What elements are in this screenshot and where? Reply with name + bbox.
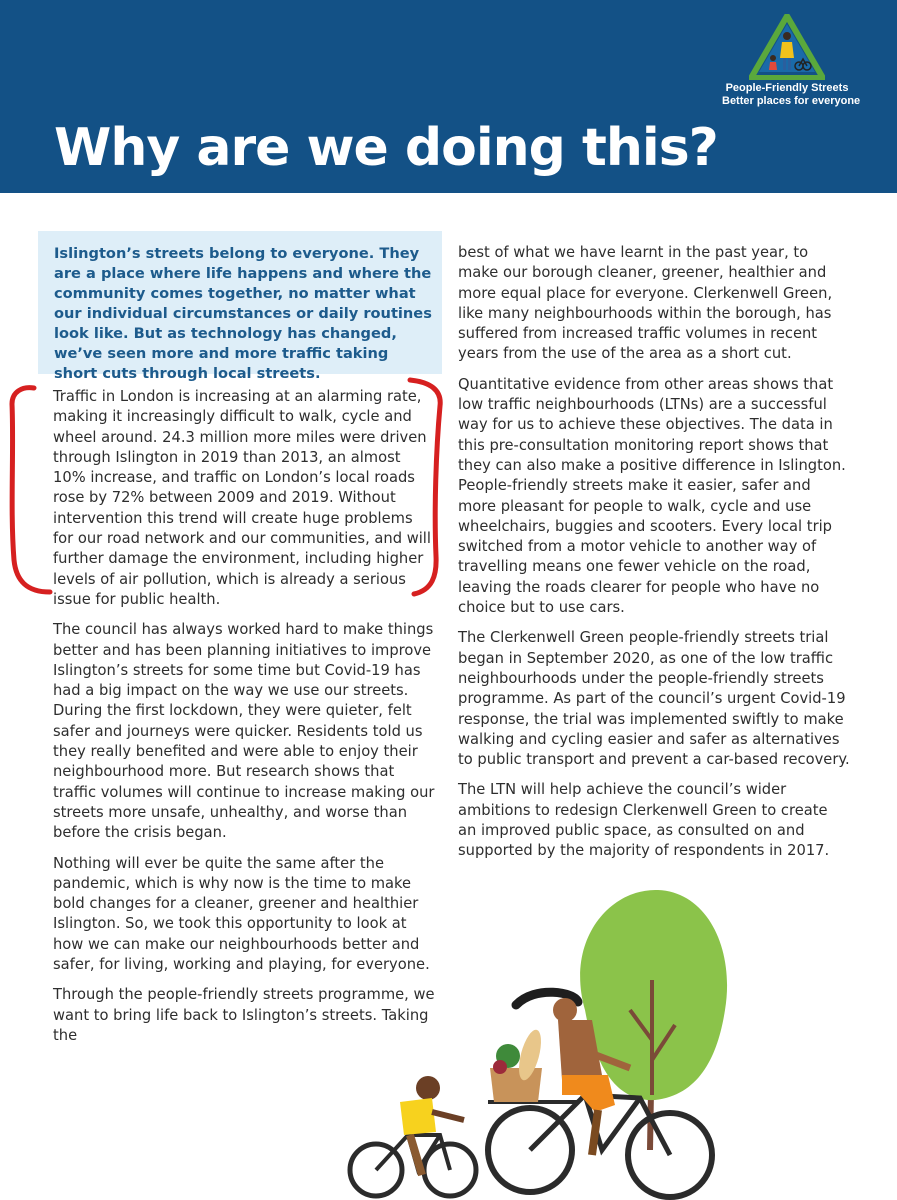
logo [722,14,861,110]
intro-callout [38,231,442,382]
logo-tagline: Better places for everyone [722,95,861,107]
paragraph: Through the people-friendly streets programme, we want to bring life back to Islington’s streets. Taking the [53,986,435,1044]
intro-text: Islington’s streets belong to everyone. They are a place where life happens and where the community comes together, no matter what our individual circumstances or daily routines look like. But as technology has changed, we’ve seen more and more traffic taking short cuts through local streets. [54,245,432,382]
cyclists-and-tree-illustration [340,880,740,1200]
paragraph: Nothing will ever be quite the same after the pandemic, which is why now is the time to make bold changes for a cleaner, greener and healthier Islington. So, we took this opportunity to look at how we can make our neighbourhoods better and safer, for living, working and playing, for everyone. [53,854,430,974]
page-header [0,0,897,193]
paragraph: The LTN will help achieve the council’s wider ambitions to redesign Clerkenwell Green to create an improved public space, as consulted on and supported by the majority of respondents in 2017. [458,781,830,860]
paragraph: Quantitative evidence from other areas shows that low traffic neighbourhoods (LTNs) are a successful way for us to achieve these objectives. The data in this pre-consultation monitoring report shows that they can also make a positive difference in Islington. People-friendly streets make it easier, safer and more pleasant for people to walk, cycle and use wheelchairs, buggies and scooters. Every local trip switched from a motor vehicle to another way of travelling means one fewer vehicle on the road, leaving the roads clearer for people who have no choice but to use cars. [458,375,846,617]
people-friendly-streets-logo-icon [749,14,825,80]
page-title: Why are we doing this? [54,118,718,178]
paragraph: The Clerkenwell Green people-friendly streets trial began in September 2020, as one of the low traffic neighbourhoods under the people-friendly streets programme. As part of the council’s urgent Covid-19 response, the trial was implemented swiftly to make walking and cycling easier and safer as alternatives to public transport and prevent a car-based recovery. [458,629,850,769]
paragraph: best of what we have learnt in the past year, to make our borough cleaner, greener, healthier and more equal place for everyone. Clerkenwell Green, like many neighbourhoods within the borough, has suffered from increased traffic volumes in recent years from the use of the area as a short cut. [458,244,833,363]
logo-title: People-Friendly Streets [725,82,849,94]
paragraph: The council has always worked hard to make things better and has been planning initiatives to improve Islington’s streets for some time but Covid-19 has had a big impact on the way we use our streets. During the first lockdown, they were quieter, felt safer and journeys were quicker. Residents told us they really benefited and were able to enjoy their neighbourhood more. But research shows that traffic volumes will continue to increase making our streets more unsafe, unhealthy, and worse than before the crisis began. [53,621,435,842]
right-column [458,243,850,872]
paragraph: Traffic in London is increasing at an alarming rate, making it increasingly difficult to walk, cycle and wheel around. 24.3 million more miles were driven through Islington in 2019 than 2013, an almost 10% increase, and traffic on London’s local roads rose by 72% between 2009 and 2019. Without intervention this trend will create huge problems for our road network and our communities, and will further damage the environment, including higher levels of air pollution, which is already a serious issue for public health. [53,388,431,608]
